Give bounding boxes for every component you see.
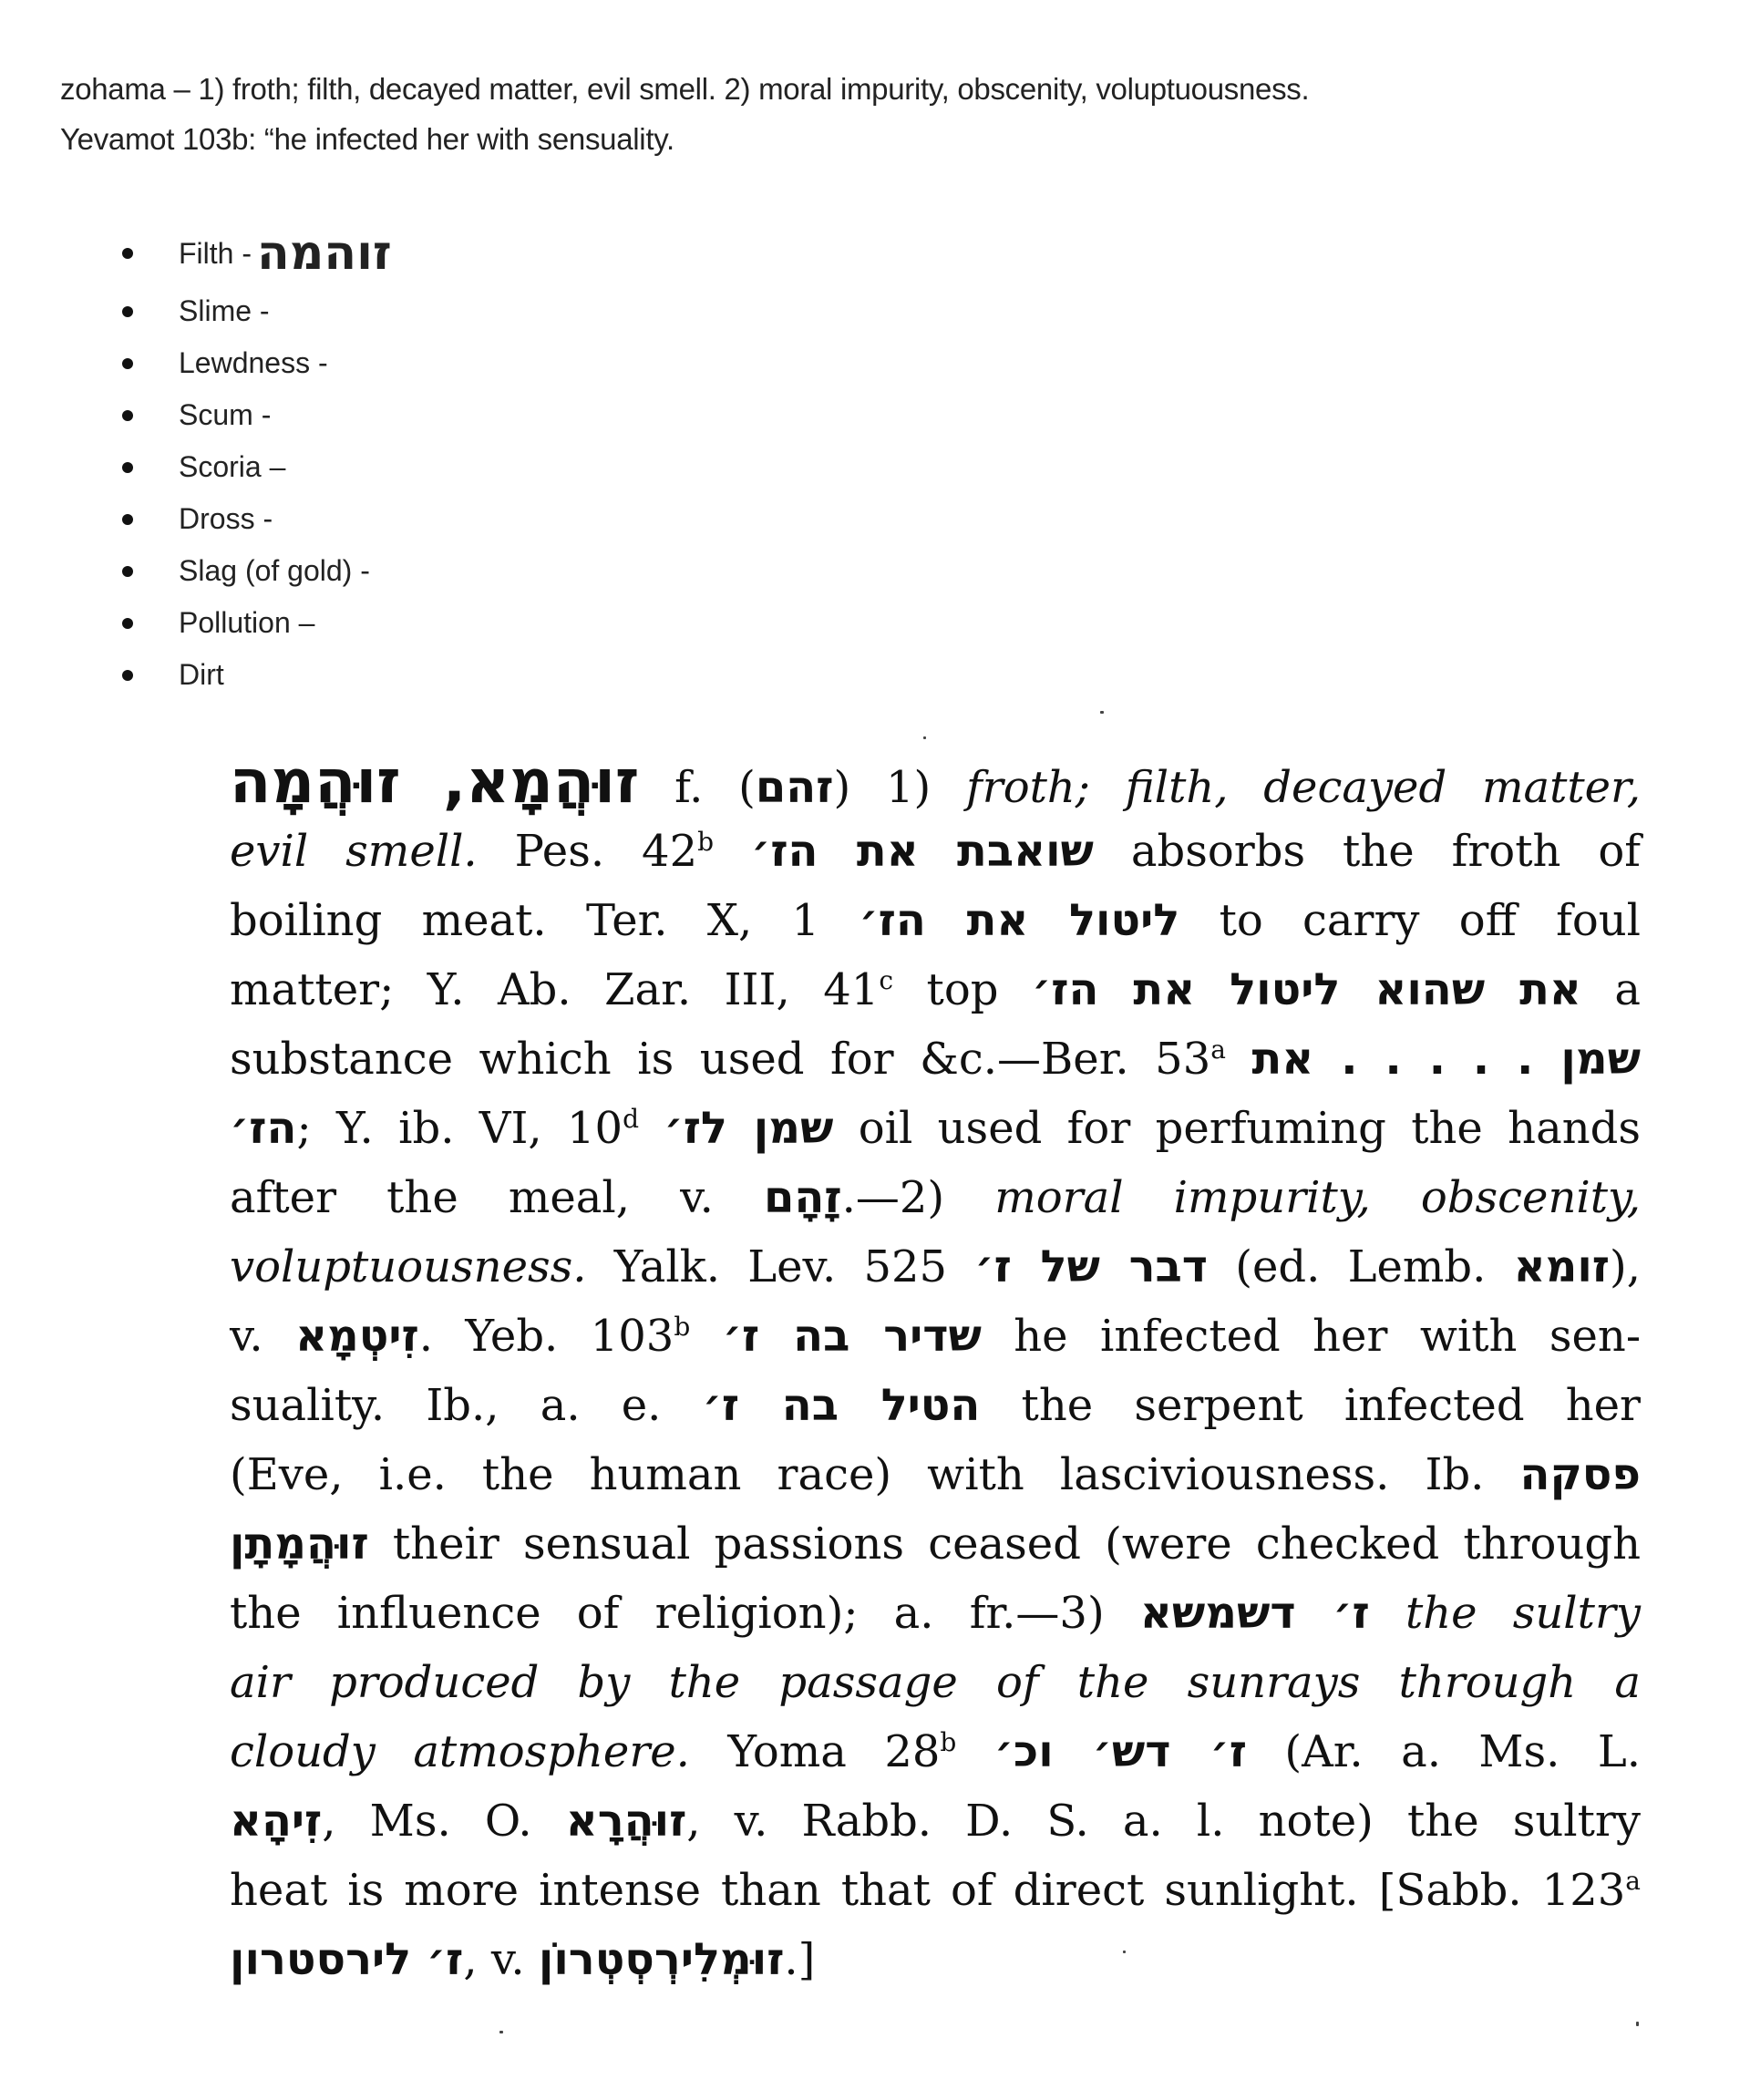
list-item: Scoria – — [109, 441, 392, 493]
entry-line: the influence of religion); a. fr.—3) ז׳ דשמשא the sultry — [230, 1588, 1642, 1639]
entry-line: זוּהֲמָא, זוּהֲמָה f. (זהם) 1) froth; filth, decayed matter, — [230, 746, 1641, 817]
bullet-icon — [122, 410, 133, 421]
bullet-icon — [122, 618, 133, 629]
hebrew-word: זוהמה — [257, 226, 392, 281]
entry-line: זוּהֲמָתָן their sensual passions ceased (were checked through — [230, 1518, 1641, 1570]
entry-line: voluptuousness. Yalk. Lev. 525 דבר של ז׳ (ed. Lemb. זומא), — [230, 1241, 1641, 1292]
scan-speck — [499, 2031, 503, 2033]
bullet-icon — [122, 670, 133, 681]
entry-line: v. זִיטְמָא. Yeb. 103$^b$ שדיר בה ז׳ he infected her with sen- — [230, 1311, 1642, 1362]
citation-line: Yevamot 103b: “he infected her with sensuality. — [60, 122, 674, 156]
list-item: Dross - — [109, 493, 392, 545]
definition-line: zohama – 1) froth; filth, decayed matter, evil smell. 2) moral impurity, obscenity, voluptuousness. — [60, 72, 1310, 106]
entry-line: ז׳ לירסטרון, v. זוּמְלִירְסְטְרוֹן.] — [230, 1934, 816, 1985]
entry-line: matter; Y. Ab. Zar. III, 41$^c$ top את שהוא ליטול את הז׳ a — [230, 964, 1642, 1015]
scan-speck — [1123, 1951, 1126, 1953]
list-item: Dirt — [109, 649, 392, 701]
entry-line: זִיהָא, Ms. O. זוּהֲרָא, v. Rabb. D. S. a. l. note) the sultry — [230, 1796, 1641, 1847]
dictionary-entry-scan — [230, 747, 1641, 1994]
entry-line: suality. Ib., a. e. הטיל בה ז׳ the serpent infected her — [230, 1380, 1641, 1431]
intro-text — [60, 64, 1309, 164]
entry-line: הז׳; Y. ib. VI, 10$^d$ שמן לז׳ oil used for perfuming the hands — [230, 1103, 1641, 1154]
scan-speck — [923, 736, 926, 739]
bullet-icon — [122, 306, 133, 317]
bullet-icon — [122, 248, 133, 259]
entry-line: heat is more intense than that of direct sunlight. [Sabb. 123$^a$ — [230, 1865, 1641, 1916]
entry-line: boiling meat. Ter. X, 1 ליטול את הז׳ to carry off foul — [230, 895, 1642, 946]
headword: זוּהֲמָא, זוּהֲמָה — [230, 746, 640, 817]
list-item: Filth - זוהמה — [109, 221, 392, 285]
entry-line: evil smell. Pes. 42$^b$ שואבת את הז׳ absorbs the froth of — [230, 826, 1642, 877]
entry-line: (Eve, i.e. the human race) with lasciviousness. Ib. פסקה — [230, 1449, 1641, 1500]
list-item: Slag (of gold) - — [109, 545, 392, 597]
bullet-icon — [122, 514, 133, 525]
scan-speck — [1100, 711, 1104, 714]
entry-line: air produced by the passage of the sunrays through a — [230, 1657, 1641, 1708]
translation-list — [109, 221, 392, 701]
list-item: Lewdness - — [109, 337, 392, 389]
scan-speck — [1636, 2022, 1639, 2026]
entry-line: after the meal, v. זָהָם.—2) moral impurity, obscenity, — [230, 1172, 1642, 1223]
entry-line: substance which is used for &c.—Ber. 53$^a$ שמן . . . . . את — [230, 1034, 1641, 1085]
bullet-icon — [122, 358, 133, 369]
list-item: Slime - — [109, 285, 392, 337]
list-item: Pollution – — [109, 597, 392, 649]
bullet-icon — [122, 462, 133, 473]
list-item: Scum - — [109, 389, 392, 441]
entry-line: cloudy atmosphere. Yoma 28$^b$ ז׳ דש׳ וכ׳ (Ar. a. Ms. L. — [230, 1726, 1641, 1777]
bullet-icon — [122, 566, 133, 577]
